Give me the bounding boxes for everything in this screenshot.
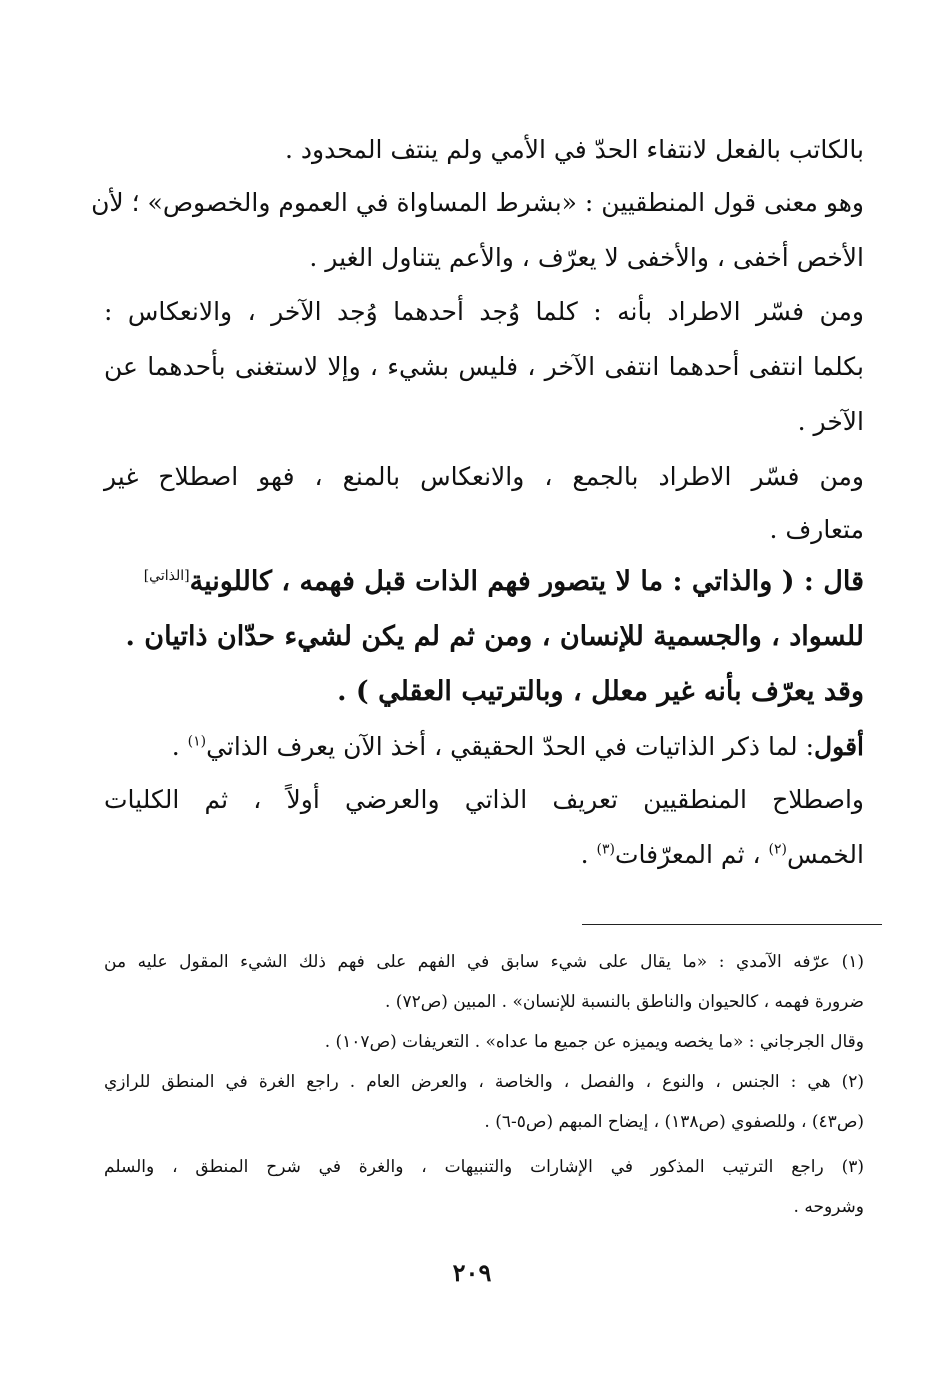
body-line-8: متعارف . [769, 515, 864, 544]
bracket-insertion: [الذاتي] [143, 568, 190, 584]
body-line-5: بكلما انتفى أحدهما انتفى الآخر ، فليس بشيء ، وإلا لاستغنى بأحدهما عن [104, 352, 864, 381]
period-2: . [580, 840, 597, 869]
body-line-13: واصطلاح المنطقيين تعريف الذاتي والعرضي أولاً ، ثم الكليات [104, 785, 864, 814]
footnote-line-3: وقال الجرجاني : «ما يخصه ويميزه عن جميع ما عداه» . التعريفات (ص١٠٧) . [324, 1032, 864, 1052]
body-line-1: بالكاتب بالفعل لانتفاء الحدّ في الأمي ولم ينتف المحدود . [285, 135, 864, 164]
footnote-line-1: (١) عرّفه الآمدي : «ما يقال على شيء سابق في الفهم على فهم ذلك الشيء المقول عليه من [104, 952, 864, 972]
quote-line-2: للسواد ، والجسمية للإنسان ، ومن ثم لم يكن لشيء حدّان ذاتيان . [125, 621, 864, 652]
footnote-ref-2: (٢) [768, 841, 787, 858]
aqulu-label: أقول [814, 732, 864, 761]
body-line-3: الأخص أخفى ، والأخفى لا يعرّف ، والأعم يتناول الغير . [309, 243, 864, 272]
footnote-ref-3: (٣) [596, 841, 616, 858]
footnote-line-7: وشروحه . [793, 1197, 864, 1217]
footnote-line-6: (٣) راجع الترتيب المذكور في الإشارات والتنبيهات ، والغرة في شرح المنطق ، والسلم [104, 1157, 864, 1177]
period: . [171, 732, 188, 761]
quote-line-1 [104, 562, 864, 602]
body-line-2: وهو معنى قول المنطقيين : «بشرط المساواة في العموم والخصوص» ؛ لأن [91, 188, 864, 217]
body-line-4: ومن فسّر الاطراد بأنه : كلما وُجد أحدهما وُجد الآخر ، والانعكاس : [104, 297, 864, 326]
quote-line-3: وقد يعرّف بأنه غير معلل ، وبالترتيب العقلي ) . [337, 676, 864, 707]
footnote-separator [582, 924, 882, 925]
quote-text: قال : ( والذاتي : ما لا يتصور فهم الذات قبل فهمه ، كاللونية [189, 566, 864, 597]
then-text: ، ثم المعرّفات [615, 840, 769, 869]
footnote-line-2: ضرورة فهمه ، كالحيوان والناطق بالنسبة للإنسان» . المبين (ص٧٢) . [385, 992, 864, 1012]
khams-word: الخمس [786, 840, 864, 869]
body-line-6: الآخر . [797, 407, 864, 436]
footnote-line-5: (ص٤٣) ، وللصفوي (ص١٣٨) ، إيضاح المبهم (ص٥-٦) . [484, 1112, 864, 1132]
body-line-7: ومن فسّر الاطراد بالجمع ، والانعكاس بالمنع ، فهو اصطلاح غير [104, 462, 864, 491]
footnote-ref-1: (١) [187, 733, 207, 750]
commentary-text: : لما ذكر الذاتيات في الحدّ الحقيقي ، أخذ الآن يعرف الذاتي [206, 732, 815, 761]
page-number: ٢٠٩ [452, 1258, 492, 1287]
footnote-line-4: (٢) هي : الجنس ، والنوع ، والفصل ، والخاصة ، والعرض العام . راجع الغرة في المنطق للرازي [104, 1072, 864, 1092]
body-line-14 [104, 835, 864, 875]
commentary-line-1 [104, 727, 864, 767]
